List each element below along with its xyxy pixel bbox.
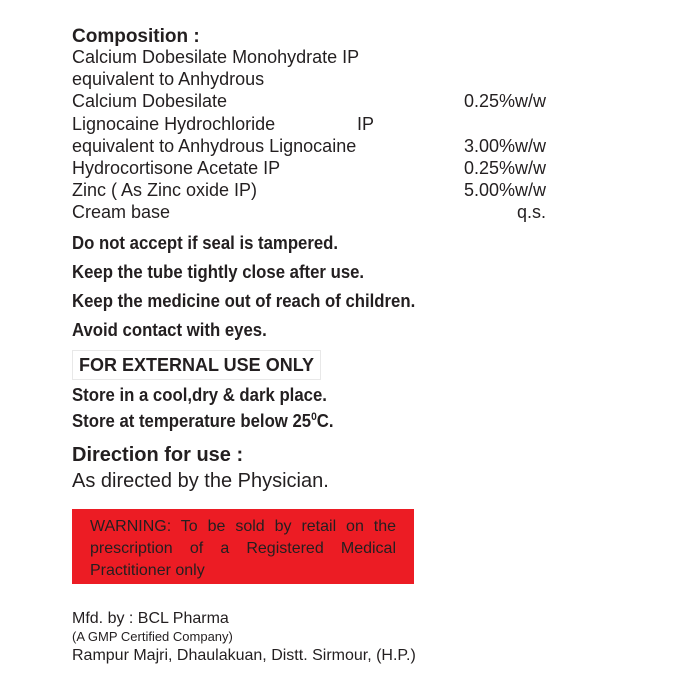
ingredient-amount: 5.00%w/w [463, 180, 546, 200]
caution-tube: Keep the tube tightly close after use. [72, 262, 365, 282]
degree-mark: 0 [311, 411, 317, 423]
storage-place: Store in a cool,dry & dark place. [72, 385, 327, 405]
ingredient-ip-mark: IP [357, 114, 375, 134]
direction-heading: Direction for use : [72, 444, 244, 466]
manufacturer-certification: (A GMP Certified Company) [72, 629, 233, 644]
warning-box [72, 509, 414, 584]
ingredient-name: Calcium Dobesilate [72, 91, 228, 111]
ingredient-name: equivalent to Anhydrous Lignocaine [72, 136, 357, 156]
external-use-label: FOR EXTERNAL USE ONLY [72, 350, 321, 380]
storage-temperature [72, 412, 334, 430]
manufacturer-name: Mfd. by : BCL Pharma [72, 610, 229, 627]
composition-heading: Composition : [72, 26, 200, 47]
warning-line: prescription of a Registered Medical [90, 540, 396, 557]
ingredient-amount: 0.25%w/w [463, 158, 546, 178]
ingredient-name: Cream base [72, 202, 171, 222]
warning-line: WARNING: To be sold by retail on the [90, 518, 396, 535]
ingredient-amount: q.s. [516, 202, 546, 222]
caution-eyes: Avoid contact with eyes. [72, 320, 267, 340]
ingredient-name: Hydrocortisone Acetate IP [72, 158, 281, 178]
storage-temperature-unit: C. [316, 411, 334, 431]
warning-line: Practitioner only [90, 562, 205, 579]
caution-children: Keep the medicine out of reach of children. [72, 291, 416, 311]
ingredient-name: Zinc ( As Zinc oxide IP) [72, 180, 258, 200]
ingredient-name: Lignocaine Hydrochloride [72, 114, 276, 134]
ingredient-amount: 0.25%w/w [463, 91, 546, 111]
manufacturer-address: Rampur Majri, Dhaulakuan, Distt. Sirmour, (H.P.) [72, 647, 416, 664]
ingredient-name: equivalent to Anhydrous [72, 69, 265, 89]
direction-text: As directed by the Physician. [72, 470, 329, 492]
ingredient-name: Calcium Dobesilate Monohydrate IP [72, 47, 360, 67]
ingredient-amount: 3.00%w/w [463, 136, 546, 156]
storage-temperature-text: Store at temperature below 25 [72, 411, 312, 431]
caution-seal: Do not accept if seal is tampered. [72, 233, 339, 253]
